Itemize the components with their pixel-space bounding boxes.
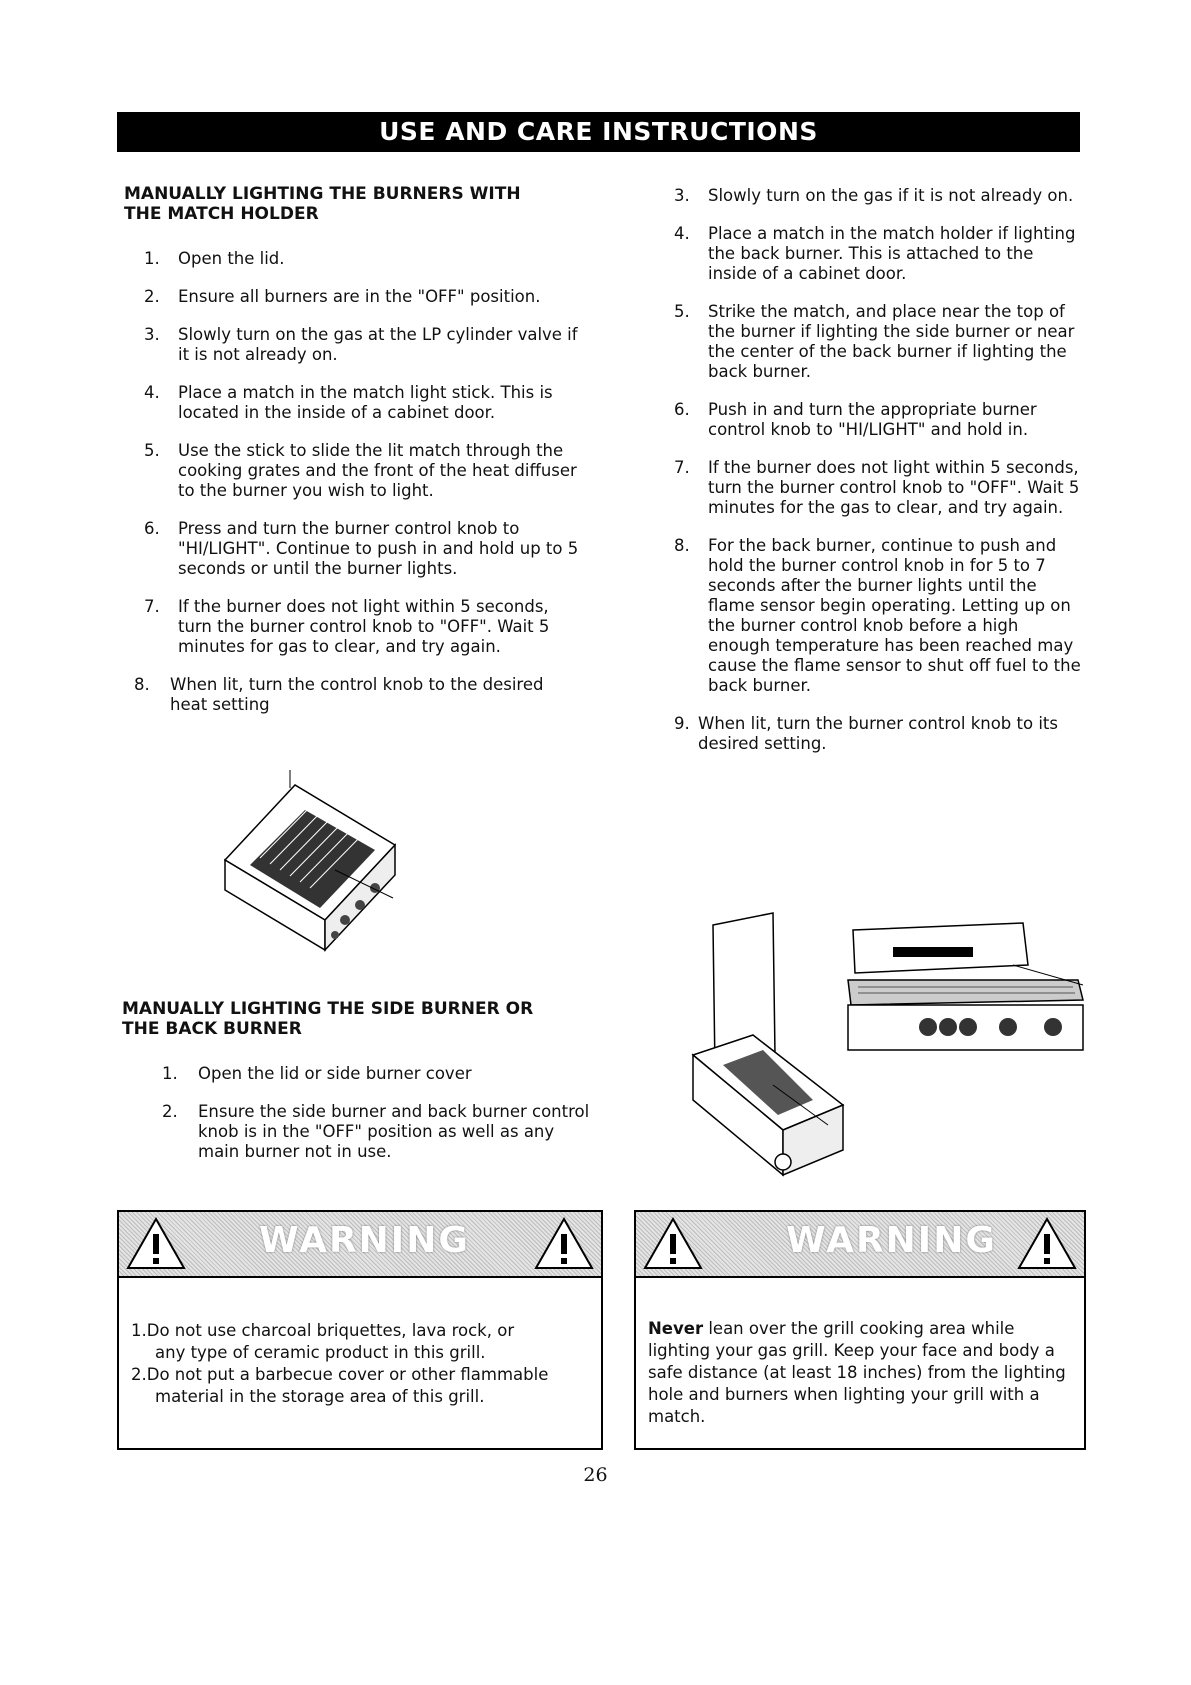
section-heading: MANUALLY LIGHTING THE BURNERS WITH THE MATCH HOLDER [124, 184, 521, 224]
step-number: 7. [144, 597, 160, 616]
warning-banner [636, 1212, 1084, 1278]
step-text: Place a match in the match light stick. This is located in the inside of a cabinet door. [178, 383, 553, 422]
step-number: 4. [674, 224, 690, 243]
list-item [124, 383, 584, 423]
step-text: Ensure all burners are in the "OFF" position. [178, 287, 541, 306]
step-list [124, 249, 584, 715]
warning-triangle-icon [533, 1216, 595, 1271]
list-item [124, 441, 584, 501]
step-number: 7. [674, 458, 690, 477]
step-text: When lit, turn the burner control knob to its desired setting. [698, 714, 1058, 753]
list-item [666, 458, 1081, 518]
list-item [666, 714, 1081, 754]
list-item [666, 302, 1081, 382]
list-item [666, 536, 1081, 696]
step-number: 2. [144, 287, 160, 306]
section-heading: MANUALLY LIGHTING THE SIDE BURNER OR THE BACK BURNER [122, 999, 534, 1039]
list-item [666, 186, 1081, 206]
step-text: Open the lid. [178, 249, 285, 268]
step-number: 8. [134, 675, 150, 694]
step-number: 9. [674, 714, 690, 733]
list-item [666, 400, 1081, 440]
warning-triangle-icon [125, 1216, 187, 1271]
step-number: 3. [144, 325, 160, 344]
warning-triangle-icon [1016, 1216, 1078, 1271]
list-item [124, 287, 584, 307]
step-number: 5. [144, 441, 160, 460]
step-text: Press and turn the burner control knob to "HI/LIGHT". Continue to push in and hold up to 5 seconds or until the burner lights. [178, 519, 579, 578]
step-text: When lit, turn the control knob to the desired heat setting [170, 675, 544, 714]
step-number: 6. [674, 400, 690, 419]
page-number: 26 [583, 1464, 608, 1486]
page-banner: USE AND CARE INSTRUCTIONS [117, 112, 1080, 152]
step-text: Place a match in the match holder if lighting the back burner. This is attached to the inside of a cabinet door. [708, 224, 1076, 283]
warning-item: 2.Do not put a barbecue cover or other flammable [131, 1365, 549, 1384]
step-text: Push in and turn the appropriate burner control knob to "HI/LIGHT" and hold in. [708, 400, 1037, 439]
step-text: Open the lid or side burner cover [198, 1064, 472, 1083]
warning-title: WARNING [786, 1220, 997, 1261]
list-item [124, 249, 584, 269]
warning-item-continued: any type of ceramic product in this grill. [155, 1343, 486, 1362]
section-match-holder [124, 184, 584, 733]
step-text: If the burner does not light within 5 seconds, turn the burner control knob to "OFF". Wait 5 minutes for gas to clear, and try again. [178, 597, 550, 656]
warning-box-right [634, 1210, 1086, 1450]
step-text: If the burner does not light within 5 seconds, turn the burner control knob to "OFF". Wait 5 minutes for the gas to clear, and try again. [708, 458, 1080, 517]
step-list [666, 186, 1081, 754]
warning-text [648, 1318, 1074, 1428]
step-number: 1. [162, 1064, 178, 1083]
warning-title: WARNING [259, 1220, 470, 1261]
warning-text [131, 1320, 595, 1408]
step-number: 1. [144, 249, 160, 268]
step-text: Ensure the side burner and back burner control knob is in the "OFF" position as well as any main burner not in use. [198, 1102, 590, 1161]
list-item [124, 325, 584, 365]
step-text: Strike the match, and place near the top of the burner if lighting the side burner or near the center of the back burner if lighting the back burner. [708, 302, 1075, 381]
warning-banner [119, 1212, 601, 1278]
list-item [124, 597, 584, 657]
step-text: For the back burner, continue to push and hold the burner control knob in for 5 to 7 seconds after the burner lights until the flame sensor begin operating. Letting up on the burner control knob before a high enough temperature has been reached may cause the flame sensor to shut off fuel to the back burner. [708, 536, 1081, 695]
side-burner-illustration [683, 905, 1093, 1185]
section-side-burner [122, 999, 592, 1180]
step-list [122, 1064, 592, 1162]
step-number: 6. [144, 519, 160, 538]
step-text: Slowly turn on the gas at the LP cylinder valve if it is not already on. [178, 325, 578, 364]
list-item [124, 519, 584, 579]
warning-item-continued: material in the storage area of this grill. [155, 1387, 485, 1406]
warning-triangle-icon [642, 1216, 704, 1271]
list-item [666, 224, 1081, 284]
grill-grate-illustration [215, 770, 405, 965]
warning-item: 1.Do not use charcoal briquettes, lava rock, or [131, 1321, 515, 1340]
step-number: 4. [144, 383, 160, 402]
step-number: 8. [674, 536, 690, 555]
section-side-burner-continued [666, 186, 1081, 772]
step-text: Use the stick to slide the lit match through the cooking grates and the front of the heat diffuser to the burner you wish to light. [178, 441, 577, 500]
list-item [122, 1064, 592, 1084]
step-number: 3. [674, 186, 690, 205]
warning-body: lean over the grill cooking area while lighting your gas grill. Keep your face and body a safe distance (at least 18 inches) from the lighting hole and burners when lighting your grill with a match. [648, 1319, 1066, 1426]
step-number: 5. [674, 302, 690, 321]
step-text: Slowly turn on the gas if it is not already on. [708, 186, 1074, 205]
warning-emphasis: Never [648, 1319, 704, 1338]
list-item [124, 675, 584, 715]
warning-box-left [117, 1210, 603, 1450]
list-item [122, 1102, 592, 1162]
step-number: 2. [162, 1102, 178, 1121]
